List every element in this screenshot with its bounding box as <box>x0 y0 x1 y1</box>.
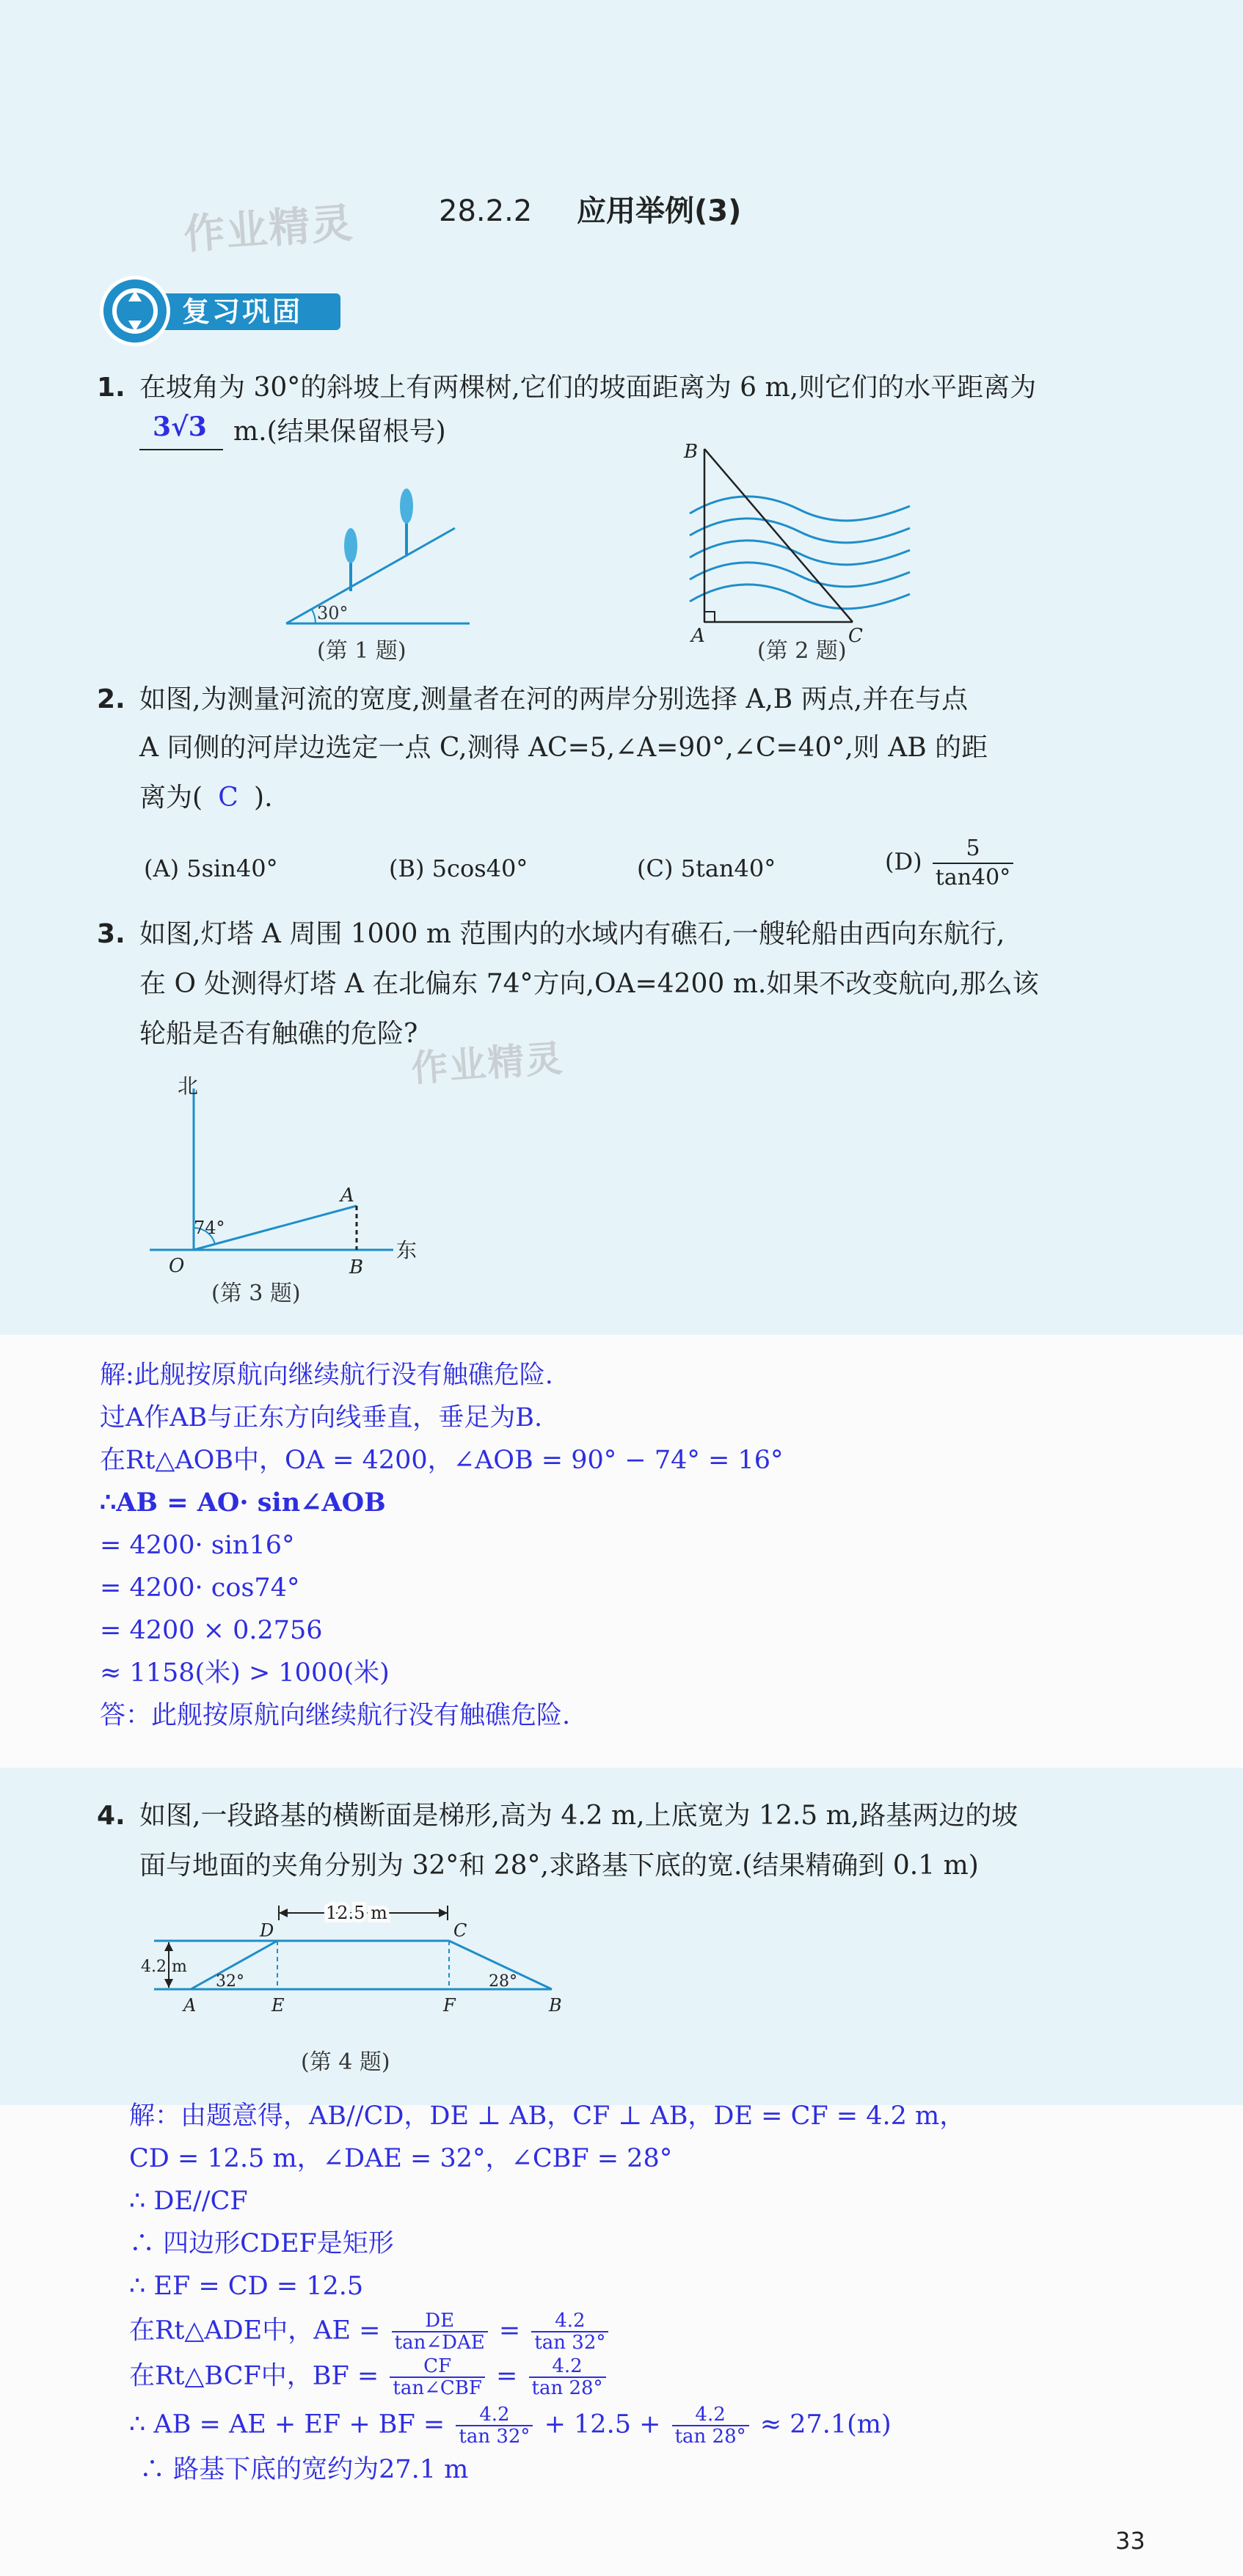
q4-bf-prefix: 在Rt△BCF中，BF = <box>129 2361 379 2391</box>
q4-ae-equals: = <box>498 2316 521 2346</box>
right-angle-mark <box>704 612 715 622</box>
review-badge <box>100 276 342 346</box>
q4-ae-frac1-num: DE <box>392 2310 488 2332</box>
q4-ab-fraction-1 <box>456 2404 533 2447</box>
q3-label-east: 东 <box>396 1238 418 1262</box>
q3-line1: 如图,灯塔 A 周围 1000 m 范围内的水域内有礁石,一艘轮船由西向东航行, <box>139 919 1005 949</box>
q2-option-d-fraction <box>933 835 1013 892</box>
q4-solution-line8 <box>129 2404 965 2453</box>
q4-ab-middle: + 12.5 + <box>544 2409 661 2440</box>
q4-bf-frac2-den: tan 28° <box>531 2377 603 2399</box>
q4-solution-line1: 解：由题意得，AB//CD，DE ⊥ AB，CF ⊥ AB，DE = CF = 4.2 m， <box>129 2101 966 2131</box>
q3-caption: (第 3 题) <box>211 1281 301 1306</box>
q3-solution-line5: = 4200· sin16° <box>100 1531 295 1560</box>
q3-solution-line1: 解:此舰按原航向继续航行没有触礁危险. <box>100 1361 553 1390</box>
q2-river-figure <box>660 440 947 645</box>
q4-ae-prefix: 在Rt△ADE中，AE = <box>129 2316 381 2346</box>
q2-line3-end: ). <box>254 783 273 813</box>
q4-label-d: D <box>260 1920 274 1941</box>
q4-solution <box>129 2099 965 2495</box>
q4-ae-frac2-num: 4.2 <box>531 2310 608 2332</box>
q3-solution-line9: 答：此舰按原航向继续航行没有触礁危险. <box>100 1701 571 1730</box>
q4-bf-fraction-2 <box>529 2356 606 2398</box>
q3-lighthouse-figure <box>147 1072 440 1292</box>
q3-solution-line3: 在Rt△AOB中，OA = 4200，∠AOB = 90° − 74° = 16° <box>100 1446 784 1475</box>
q3-angle-label: 74° <box>194 1218 225 1238</box>
q4-ab-frac1-num: 4.2 <box>456 2404 533 2426</box>
q4-ae-frac1-den: tan∠DAE <box>394 2332 485 2354</box>
q1-slope-figure <box>279 477 477 638</box>
q3-solution-line2: 过A作AB与正东方向线垂直，垂足为B. <box>100 1403 543 1432</box>
badge-label: 复习巩固 <box>182 296 303 328</box>
q3-solution <box>100 1358 784 1741</box>
q2-option-d <box>885 835 1016 892</box>
q4-ab-frac2-den: tan 28° <box>674 2426 746 2448</box>
q3-line2: 在 O 处测得灯塔 A 在北偏东 74°方向,OA=4200 m.如果不改变航向,那么该 <box>139 969 1039 999</box>
q1-text-line2: m.(结果保留根号) <box>233 417 446 447</box>
q4-bf-fraction-1 <box>390 2356 485 2398</box>
tree-crown-2 <box>400 489 413 524</box>
q3-solution-line4: ∴AB = AO· sin∠AOB <box>100 1488 386 1518</box>
segment-bc <box>704 449 853 622</box>
q4-solution-line6 <box>129 2310 965 2356</box>
q4-line1: 如图,一段路基的横断面是梯形,高为 4.2 m,上底宽为 12.5 m,路基两边的坡 <box>139 1801 1018 1831</box>
tree-crown-1 <box>344 528 357 563</box>
q4-top-width: 12.5 m <box>326 1903 387 1923</box>
q3-label-b: B <box>349 1256 364 1278</box>
q3-label-north: 北 <box>178 1074 199 1098</box>
q4-label-f: F <box>443 1995 456 2016</box>
q4-line2: 面与地面的夹角分别为 32°和 28°,求路基下底的宽.(结果精确到 0.1 m) <box>139 1851 979 1881</box>
q1-number: 1. <box>97 373 125 403</box>
q1-text-line1: 在坡角为 30°的斜坡上有两棵树,它们的坡面距离为 6 m,则它们的水平距离为 <box>139 373 1037 403</box>
q4-solution-line3: ∴ DE//CF <box>129 2187 248 2216</box>
badge-circle-icon <box>100 276 170 346</box>
q4-ae-frac2-den: tan 32° <box>534 2332 606 2354</box>
width-arrow-head-left <box>279 1909 288 1917</box>
q4-ab-prefix: ∴ AB = AE + EF + BF = <box>129 2409 445 2440</box>
q2-option-b: (B) 5cos40° <box>389 855 528 882</box>
q4-label-b: B <box>549 1995 562 2016</box>
watermark-mid: 作业精灵 <box>409 1036 566 1091</box>
q4-bf-frac2-num: 4.2 <box>529 2356 606 2378</box>
q3-line3: 轮船是否有触礁的危险? <box>139 1019 418 1049</box>
q3-solution-line7: = 4200 × 0.2756 <box>100 1616 323 1645</box>
q4-label-a: A <box>183 1995 197 2016</box>
q4-solution-line7 <box>129 2356 965 2404</box>
slope-angle-arc <box>312 610 316 623</box>
q2-line2: A 同侧的河岸边选定一点 C,测得 AC=5,∠A=90°,∠C=40°,则 AB 的距 <box>139 733 988 763</box>
q2-option-d-numerator: 5 <box>933 835 1013 864</box>
watermark-top: 作业精灵 <box>182 199 356 260</box>
q1-answer: 3√3 <box>153 411 207 442</box>
q4-number: 4. <box>97 1801 125 1831</box>
q4-solution-line5: ∴ EF = CD = 12.5 <box>129 2272 364 2301</box>
q3-label-o: O <box>169 1255 185 1277</box>
q4-ae-fraction-2 <box>531 2310 608 2353</box>
q4-solution-line2: CD = 12.5 m，∠DAE = 32°，∠CBF = 28° <box>129 2144 673 2173</box>
river-wave-4 <box>690 563 910 587</box>
q4-ae-fraction-1 <box>392 2310 488 2353</box>
river-wave-1 <box>690 497 910 521</box>
height-arrow-head-bottom <box>164 1979 173 1988</box>
q4-ab-result: ≈ 27.1(m) <box>759 2409 892 2440</box>
q3-number: 3. <box>97 919 125 949</box>
q1-caption: (第 1 题) <box>317 638 407 664</box>
q4-label-c: C <box>453 1920 467 1941</box>
q2-number: 2. <box>97 684 125 714</box>
slope-line <box>286 528 455 623</box>
q4-angle-b: 28° <box>489 1972 517 1991</box>
section-number: 28.2.2 <box>439 194 533 228</box>
q2-option-c: (C) 5tan40° <box>637 855 776 882</box>
q2-line3 <box>139 780 273 816</box>
q1-angle-label: 30° <box>317 603 349 623</box>
q4-solution-line9: ∴ 路基下底的宽约为27.1 m <box>139 2455 469 2484</box>
q4-caption: (第 4 题) <box>301 2049 390 2075</box>
q3-solution-line8: ≈ 1158(米) > 1000(米) <box>100 1658 390 1688</box>
q4-solution-line4: ∴ 四边形CDEF是矩形 <box>129 2229 394 2258</box>
q2-line3-start: 离为( <box>139 783 203 813</box>
q4-trapezoid-figure <box>141 1900 572 2032</box>
q3-solution-line6: = 4200· cos74° <box>100 1573 300 1603</box>
river-wave-5 <box>690 585 910 609</box>
q2-option-d-label: (D) <box>885 847 922 876</box>
q4-bf-frac1-den: tan∠CBF <box>393 2377 482 2399</box>
q2-label-c: C <box>848 625 863 647</box>
q4-label-e: E <box>271 1995 285 2016</box>
page-number: 33 <box>1115 2527 1145 2555</box>
q4-bf-equals: = <box>496 2361 518 2391</box>
q4-ab-fraction-2 <box>672 2404 749 2447</box>
q3-label-a: A <box>340 1185 354 1207</box>
q2-answer: C <box>218 783 238 813</box>
width-arrow-head-right <box>439 1909 448 1917</box>
q2-line1: 如图,为测量河流的宽度,测量者在河的两岸分别选择 A,B 两点,并在与点 <box>139 684 969 714</box>
q2-option-a: (A) 5sin40° <box>144 855 278 882</box>
q2-option-d-denominator: tan40° <box>935 865 1011 890</box>
q2-label-a: A <box>691 625 705 647</box>
q2-label-b: B <box>684 441 699 463</box>
q2-caption: (第 2 题) <box>757 638 847 664</box>
q4-bf-frac1-num: CF <box>390 2356 485 2378</box>
q4-ab-frac2-num: 4.2 <box>672 2404 749 2426</box>
river-wave-2 <box>690 519 910 543</box>
q4-angle-a: 32° <box>216 1972 244 1991</box>
q4-ab-frac1-den: tan 32° <box>459 2426 531 2448</box>
height-arrow-head-top <box>164 1942 173 1951</box>
section-title: 应用举例(3) <box>577 194 742 228</box>
q4-height: 4.2 m <box>141 1958 187 1976</box>
